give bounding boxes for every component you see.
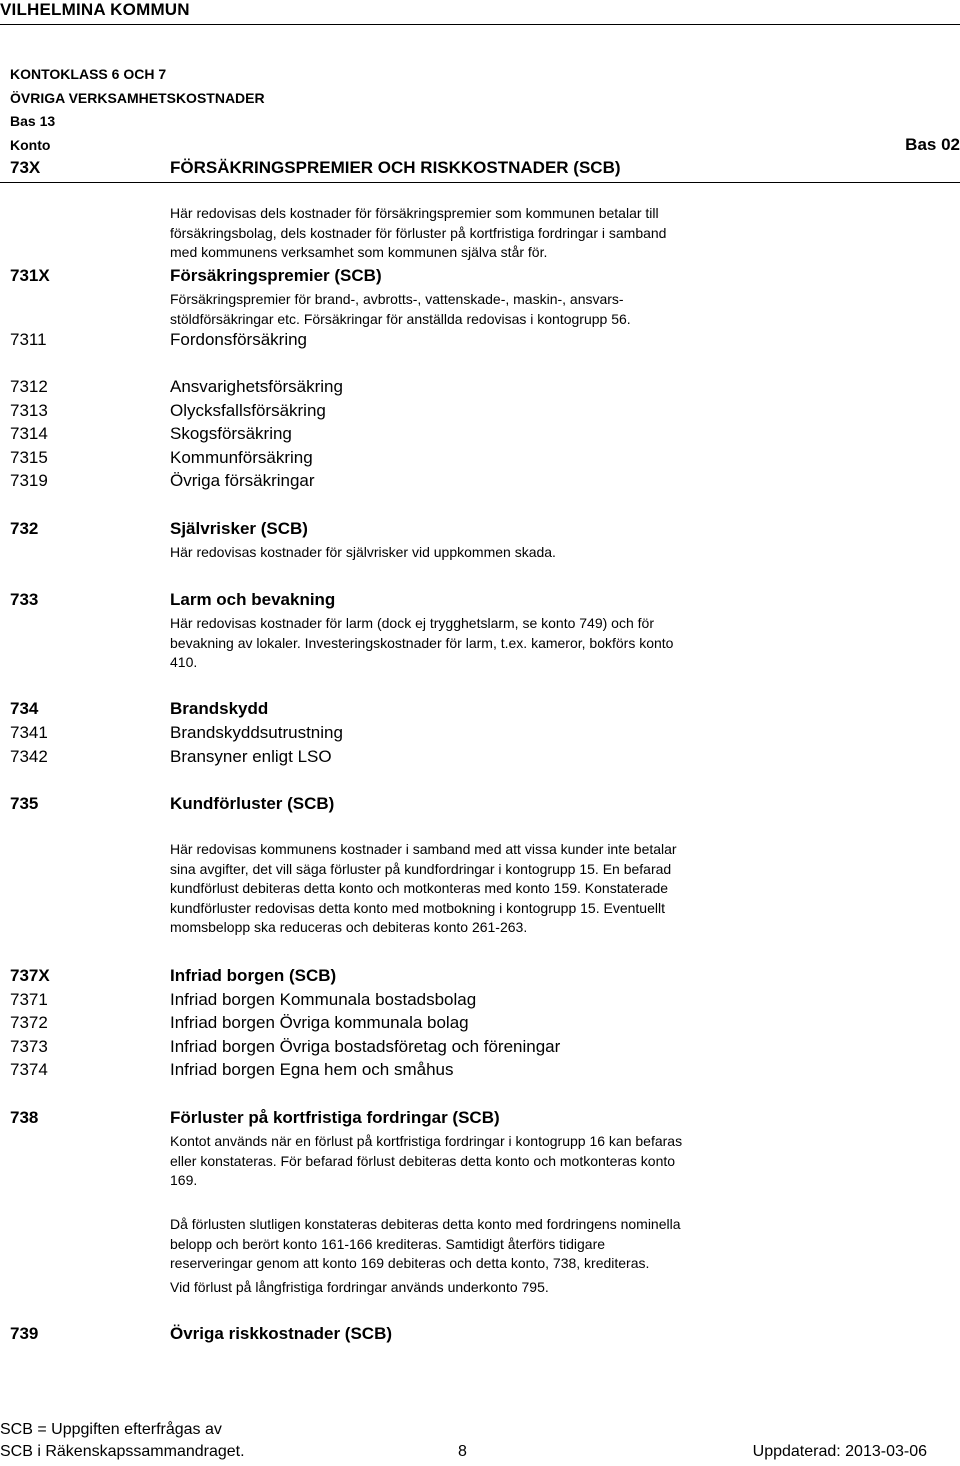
account-code: 731X [10,266,50,285]
account-code: 738 [10,1108,39,1127]
page-number: 8 [458,1443,467,1460]
account-name: Försäkringspremier (SCB) [170,266,382,285]
header-rule [0,182,960,183]
account-name: Skogsförsäkring [170,424,292,443]
account-code: 7342 [10,747,48,766]
footer-note-1: SCB = Uppgiften efterfrågas av [0,1421,222,1438]
header-line-2: ÖVRIGA VERKSAMHETSKOSTNADER [10,90,265,106]
account-name: Bransyner enligt LSO [170,747,332,766]
account-code: 7372 [10,1013,48,1032]
account-code: 733 [10,590,39,609]
bas02-label: Bas 02 [905,135,960,154]
account-name: Övriga riskkostnader (SCB) [170,1324,393,1343]
org-title: VILHELMINA KOMMUN [0,0,190,19]
account-code: 7341 [10,723,48,742]
account-name: Fordonsförsäkring [170,330,308,349]
account-name: Infriad borgen Övriga kommunala bolag [170,1013,469,1032]
account-description-2: Då förlusten slutligen konstateras debiteras detta konto med fordringens nominella belopp och berört konto 161-166 krediteras. Samtidigt återförs tidigare reserveringar genom att konto 169 debiteras och detta konto, 738, krediteras. Vid förlust på långfristiga fordringar används underkonto 795. [170,1216,681,1295]
account-name: Förluster på kortfristiga fordringar (SCB) [170,1108,500,1127]
account-description: Här redovisas kostnader för självrisker vid uppkommen skada. [170,544,556,560]
account-code: 737X [10,966,50,985]
account-code: 7312 [10,377,48,396]
account-name: Infriad borgen (SCB) [170,966,337,985]
header-line-1: KONTOKLASS 6 OCH 7 [10,66,167,82]
account-code: 734 [10,699,39,718]
section-intro: Här redovisas dels kostnader för försäkringspremier som kommunen betalar till försäkringsbolag, dels kostnader för förluster på kortfristiga fordringar i samband med kommunens verksamhet som kommunen själva står för. [170,205,667,260]
account-name: Brandskyddsutrustning [170,723,343,742]
account-code: 7371 [10,990,48,1009]
account-description: Här redovisas kommunens kostnader i samband med att vissa kunder inte betalar sina avgifter, det vill säga förluster på kundfordringar i kontogrupp 15. En befarad kundförlust debiteras detta konto och motkonteras med konto 159. Konstaterade kundförluster redovisas detta konto med motbokning i kontogrupp 15. Eventuellt momsbelopp ska reduceras och debiteras konto 261-263. [170,841,677,935]
section-title: FÖRSÄKRINGSPREMIER OCH RISKKOSTNADER (SCB) [170,158,621,177]
section-code: 73X [10,158,41,177]
konto-label: Konto [10,137,51,153]
footer-note-2: SCB i Räkenskapssammandraget. [0,1443,245,1460]
account-code: 7374 [10,1060,48,1079]
updated-date: Uppdaterad: 2013-03-06 [752,1443,927,1460]
account-code: 7373 [10,1037,48,1056]
account-code: 7313 [10,401,48,420]
account-name: Olycksfallsförsäkring [170,401,326,420]
header-line-3: Bas 13 [10,113,56,129]
account-name: Självrisker (SCB) [170,519,308,538]
account-description: Här redovisas kostnader för larm (dock ej trygghetslarm, se konto 749) och för bevakning av lokaler. Investeringskostnader för larm, t.ex. kameror, bokförs konto 410. [170,615,674,670]
account-code: 735 [10,794,39,813]
account-name: Infriad borgen Egna hem och småhus [170,1060,454,1079]
account-name: Brandskydd [170,699,269,718]
account-code: 7311 [10,330,47,349]
account-description: Kontot används när en förlust på kortfristiga fordringar i kontogrupp 16 kan befaras eller konstateras. För befarad förlust debiteras detta konto och motkonteras konto 169. [170,1133,683,1188]
account-code: 739 [10,1324,39,1343]
account-name: Infriad borgen Övriga bostadsföretag och föreningar [170,1037,561,1056]
account-name: Kundförluster (SCB) [170,794,335,813]
account-name: Övriga försäkringar [170,471,315,490]
account-code: 732 [10,519,39,538]
account-description: Försäkringspremier för brand-, avbrotts-, vattenskade-, maskin-, ansvars- stöldförsäkringar etc. Försäkringar för anställda redovisas i kontogrupp 56. [170,291,631,327]
account-code: 7315 [10,448,48,467]
account-code: 7314 [10,424,48,443]
account-name: Larm och bevakning [170,590,336,609]
account-name: Infriad borgen Kommunala bostadsbolag [170,990,477,1009]
account-name: Ansvarighetsförsäkring [170,377,343,396]
account-code: 7319 [10,471,48,490]
account-name: Kommunförsäkring [170,448,313,467]
